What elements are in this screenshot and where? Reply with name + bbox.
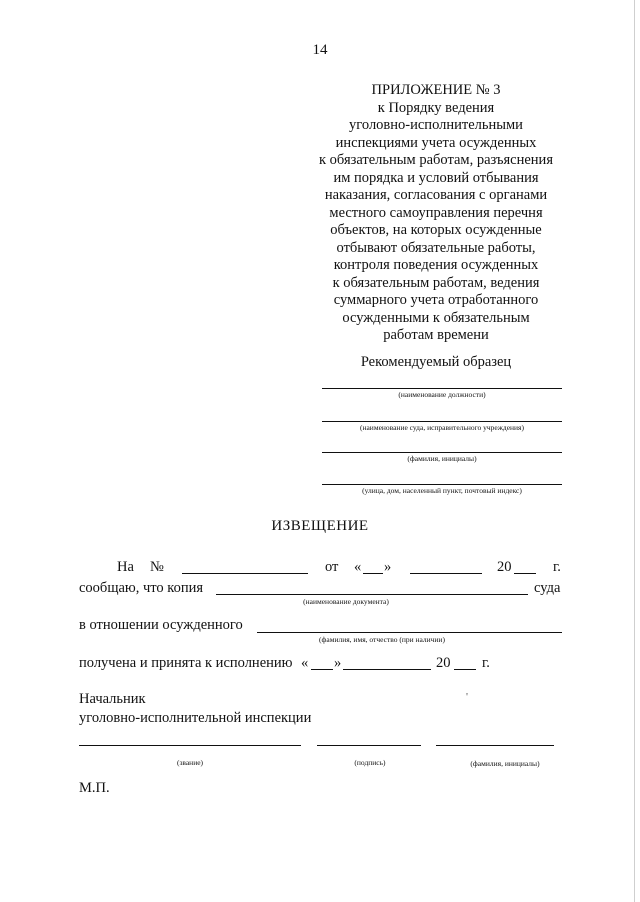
- row1-ot: от: [325, 559, 339, 575]
- appendix-line: контроля поведения осужденных: [333, 257, 539, 273]
- appendix-line: уголовно-исполнительными: [349, 117, 523, 133]
- addressee-court-caption: (наименование суда, исправительного учреждения): [359, 423, 525, 432]
- addressee-position-caption: (наименование должности): [398, 390, 486, 399]
- rank-caption: (звание): [176, 758, 204, 767]
- addressee-address-caption: (улица, дом, населенный пункт, почтовый индекс): [362, 486, 522, 495]
- row2-document-field[interactable]: [216, 594, 528, 595]
- signer-role-line2: уголовно-исполнительной инспекции: [79, 710, 312, 726]
- addressee-name-line[interactable]: [322, 452, 562, 453]
- row1-year-field[interactable]: [514, 573, 536, 574]
- row4-quote-open: «: [301, 655, 309, 671]
- row1-number-field[interactable]: [182, 573, 308, 574]
- initials-caption: (фамилия, инициалы): [470, 759, 540, 768]
- stamp-place: М.П.: [79, 780, 110, 796]
- page-edge: [634, 0, 635, 902]
- appendix-line: к обязательным работам, ведения: [332, 274, 540, 291]
- row1-day-field[interactable]: [363, 573, 383, 574]
- row1-number-sign: №: [150, 559, 164, 575]
- row4-year-prefix: 20: [436, 655, 451, 671]
- addressee-name-caption: (фамилия, инициалы): [407, 454, 477, 463]
- addressee-address-line[interactable]: [322, 484, 562, 485]
- signature-field[interactable]: [317, 745, 421, 746]
- scan-mark: ': [466, 691, 468, 703]
- initials-field[interactable]: [436, 745, 554, 746]
- row4-year-suffix: г.: [482, 655, 490, 671]
- signature-caption: (подпись): [354, 758, 386, 767]
- appendix-line: суммарного учета отработанного: [333, 292, 539, 308]
- appendix-line: к обязательным работам, разъяснения: [319, 152, 553, 168]
- row2-suffix: суда: [534, 580, 561, 596]
- row1-year-prefix: 20: [497, 559, 512, 575]
- row4-day-field[interactable]: [311, 669, 333, 670]
- signer-role-line1: Начальник: [79, 691, 146, 707]
- row1-quote-close: »: [384, 559, 392, 575]
- document-title: ИЗВЕЩЕНИЕ: [271, 518, 369, 534]
- row3-caption: (фамилия, имя, отчество (при наличии): [319, 635, 445, 644]
- appendix-line: инспекциями учета осужденных: [335, 134, 537, 151]
- row2-text: сообщаю, что копия: [79, 580, 204, 596]
- appendix-line: им порядка и условий отбывания: [333, 169, 539, 186]
- rank-field[interactable]: [79, 745, 301, 746]
- row4-month-field[interactable]: [343, 669, 431, 670]
- appendix-line: работам времени: [383, 327, 489, 343]
- appendix-line: объектов, на которых осужденные: [330, 222, 542, 238]
- row2-caption: (наименование документа): [303, 597, 389, 606]
- row4-text: получена и принята к исполнению: [79, 655, 293, 671]
- row1-month-field[interactable]: [410, 573, 482, 574]
- appendix-heading: ПРИЛОЖЕНИЕ № 3: [371, 82, 501, 98]
- row3-text: в отношении осужденного: [79, 617, 243, 633]
- row4-year-field[interactable]: [454, 669, 476, 670]
- appendix-line: наказания, согласования с органами: [324, 187, 548, 203]
- row1-na: На: [117, 559, 134, 575]
- appendix-line: осужденными к обязательным: [342, 309, 530, 326]
- appendix-block: [300, 82, 572, 345]
- addressee-position-line[interactable]: [322, 388, 562, 389]
- row4-quote-close: »: [334, 655, 342, 671]
- appendix-line: отбывают обязательные работы,: [336, 239, 536, 256]
- addressee-court-line[interactable]: [322, 421, 562, 422]
- appendix-line: к Порядку ведения: [377, 99, 495, 116]
- row1-quote-open: «: [354, 559, 362, 575]
- row3-name-field[interactable]: [257, 632, 562, 633]
- row1-year-suffix: г.: [553, 559, 561, 575]
- sample-label: Рекомендуемый образец: [360, 354, 512, 370]
- appendix-line: местного самоуправления перечня: [329, 204, 543, 221]
- page-number: 14: [312, 42, 328, 58]
